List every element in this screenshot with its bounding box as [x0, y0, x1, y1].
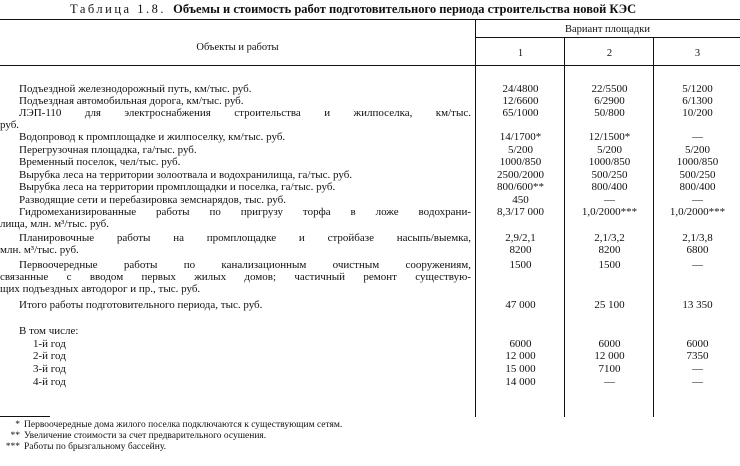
row-label-line: щих подъездных автодорог и пр., тыс. руб.: [0, 283, 201, 295]
cell-value: 8200: [509, 244, 532, 256]
cell-variant-1: 6000: [509, 338, 532, 350]
row-label: Перегрузочная площадка, га/тыс. руб.: [19, 144, 197, 156]
row-label: 4-й год: [33, 376, 66, 388]
cell-variant-3: —: [692, 363, 703, 375]
cell-variant-1: 8,3/17 000: [496, 206, 545, 218]
footnote: [4, 442, 342, 453]
objects-header: Объекты и работы: [196, 42, 279, 53]
col-divider-2-3: [653, 37, 654, 417]
cell-variant-1: 2500/2000: [496, 169, 545, 181]
footnotes: [4, 420, 342, 453]
cell-variant-3: 800/400: [679, 181, 716, 193]
cell-variant-3: 5/200: [684, 144, 711, 156]
cell-variant-3: [655, 232, 740, 256]
row-label: [0, 206, 471, 230]
footnote-mark: **: [10, 431, 20, 441]
cell-variant-2: 1,0/2000***: [581, 206, 638, 218]
cell-variant-1: 12/6600: [502, 95, 539, 107]
row-label-line: млн. м³/тыс. руб.: [0, 244, 79, 256]
row-label-line: руб.: [0, 119, 20, 131]
col-divider-1-2: [564, 37, 565, 417]
row-label: [0, 259, 471, 295]
cell-variant-2: —: [604, 194, 615, 206]
cell-value: 6800: [686, 244, 709, 256]
row-label: 3-й год: [33, 363, 66, 375]
cell-variant-2: 1500: [598, 259, 621, 271]
cell-variant-3: 6/1300: [682, 95, 713, 107]
variant-rule: [475, 37, 740, 38]
row-label-line: связанные с вводом первых жилых домов; частичный ремонт существую-: [0, 271, 471, 283]
row-label-line: ЛЭП-110 для электроснабжения строительства и жилпоселка, км/тыс.: [19, 107, 471, 119]
cell-variant-2: —: [604, 376, 615, 388]
row-label-line: лища, млн. м³/тыс. руб.: [0, 218, 110, 230]
cell-variant-1: 15 000: [505, 363, 536, 375]
row-label: 2-й год: [33, 350, 66, 362]
cell-value: 2,9/2,1: [505, 232, 536, 244]
cell-variant-1: 450: [512, 194, 529, 206]
cell-variant-3: 1000/850: [676, 156, 719, 168]
row-label: Разводящие сети и перебазировка земснарядов, тыс. руб.: [19, 194, 286, 206]
row-label-line: Планировочные работы на промплощадке и стройбазе насыпь/выемка,: [19, 232, 471, 244]
row-label: Временный поселок, чел/тыс. руб.: [19, 156, 181, 168]
cell-variant-2: 1000/850: [588, 156, 631, 168]
footnote-text: Первоочередные дома жилого поселка подключаются к существующим сетям.: [24, 420, 343, 430]
cell-variant-3: 500/250: [679, 169, 716, 181]
cell-variant-2: [566, 232, 653, 256]
cell-variant-3: 13 350: [682, 299, 713, 311]
footnote: [4, 420, 342, 431]
cell-variant-2: 22/5500: [591, 83, 628, 95]
row-label-line: Гидромеханизированные работы по пригрузу торфа в ложе водохрани-: [19, 206, 471, 218]
row-label: Итого работы подготовительного периода, тыс. руб.: [19, 299, 263, 311]
row-label: [0, 232, 471, 256]
column-header-3: 3: [694, 48, 701, 59]
footnote: [4, 431, 342, 442]
row-label: [0, 107, 471, 131]
table-caption: Объемы и стоимость работ подготовительного периода строительства новой КЭС: [173, 2, 637, 16]
row-label-line: Первоочередные работы по канализационным очистным сооружениям,: [19, 259, 471, 271]
cell-variant-1: 1500: [509, 259, 532, 271]
cell-variant-1: 12 000: [505, 350, 536, 362]
top-rule: [0, 19, 740, 20]
variant-header: Вариант площадки: [565, 24, 650, 35]
cell-variant-1: 5/200: [507, 144, 534, 156]
table-title: [70, 2, 730, 17]
cell-variant-3: 5/1200: [682, 83, 713, 95]
cell-variant-1: 800/600**: [496, 181, 545, 193]
footnote-text: Работы по брызгальному бассейну.: [24, 442, 167, 452]
cell-variant-2: 12/1500*: [588, 131, 631, 143]
cell-variant-2: 800/400: [591, 181, 628, 193]
cell-variant-2: 6/2900: [594, 95, 625, 107]
cell-value: 8200: [598, 244, 621, 256]
cell-variant-2: 25 100: [594, 299, 625, 311]
cell-variant-1: 65/1000: [502, 107, 539, 119]
footnote-rule: [0, 416, 50, 417]
cell-value: 2,1/3,8: [682, 232, 713, 244]
cell-variant-2: 6000: [598, 338, 621, 350]
cell-variant-2: 5/200: [596, 144, 623, 156]
cell-variant-1: [477, 232, 564, 256]
footnote-text: Увеличение стоимости за счет предварительного осушения.: [24, 431, 267, 441]
row-label: Подъездная автомобильная дорога, км/тыс. руб.: [19, 95, 244, 107]
header-bottom-rule: [0, 65, 740, 66]
cell-variant-3: 10/200: [682, 107, 713, 119]
cell-variant-1: 24/4800: [502, 83, 539, 95]
cell-variant-3: 6000: [686, 338, 709, 350]
cell-variant-2: 500/250: [591, 169, 628, 181]
row-label: Вырубка леса на территории золоотвала и водохранилища, га/тыс. руб.: [19, 169, 353, 181]
cell-variant-1: 47 000: [505, 299, 536, 311]
cell-variant-2: 50/800: [594, 107, 625, 119]
cell-variant-2: 7100: [598, 363, 621, 375]
cell-variant-3: —: [692, 376, 703, 388]
cell-variant-1: 14 000: [505, 376, 536, 388]
row-label: Водопровод к промплощадке и жилпоселку, км/тыс. руб.: [19, 131, 286, 143]
footnote-mark: ***: [5, 442, 20, 452]
footnote-mark: *: [15, 420, 20, 430]
cell-variant-1: 1000/850: [499, 156, 542, 168]
cell-variant-1: 14/1700*: [499, 131, 542, 143]
column-header-2: 2: [606, 48, 613, 59]
cell-variant-3: 1,0/2000***: [669, 206, 726, 218]
subtotals-heading: В том числе:: [19, 325, 79, 337]
cell-variant-3: 7350: [686, 350, 709, 362]
column-header-1: 1: [517, 48, 524, 59]
cell-variant-3: —: [692, 131, 703, 143]
table-number: Таблица 1.8.: [70, 2, 166, 16]
cell-variant-3: —: [692, 194, 703, 206]
row-label: 1-й год: [33, 338, 66, 350]
cell-variant-3: —: [692, 259, 703, 271]
row-label: Подъездной железнодорожный путь, км/тыс. руб.: [19, 83, 252, 95]
cell-variant-2: 12 000: [594, 350, 625, 362]
cell-value: 2,1/3,2: [594, 232, 625, 244]
row-label: Вырубка леса на территории промплощадки и поселка, га/тыс. руб.: [19, 181, 336, 193]
